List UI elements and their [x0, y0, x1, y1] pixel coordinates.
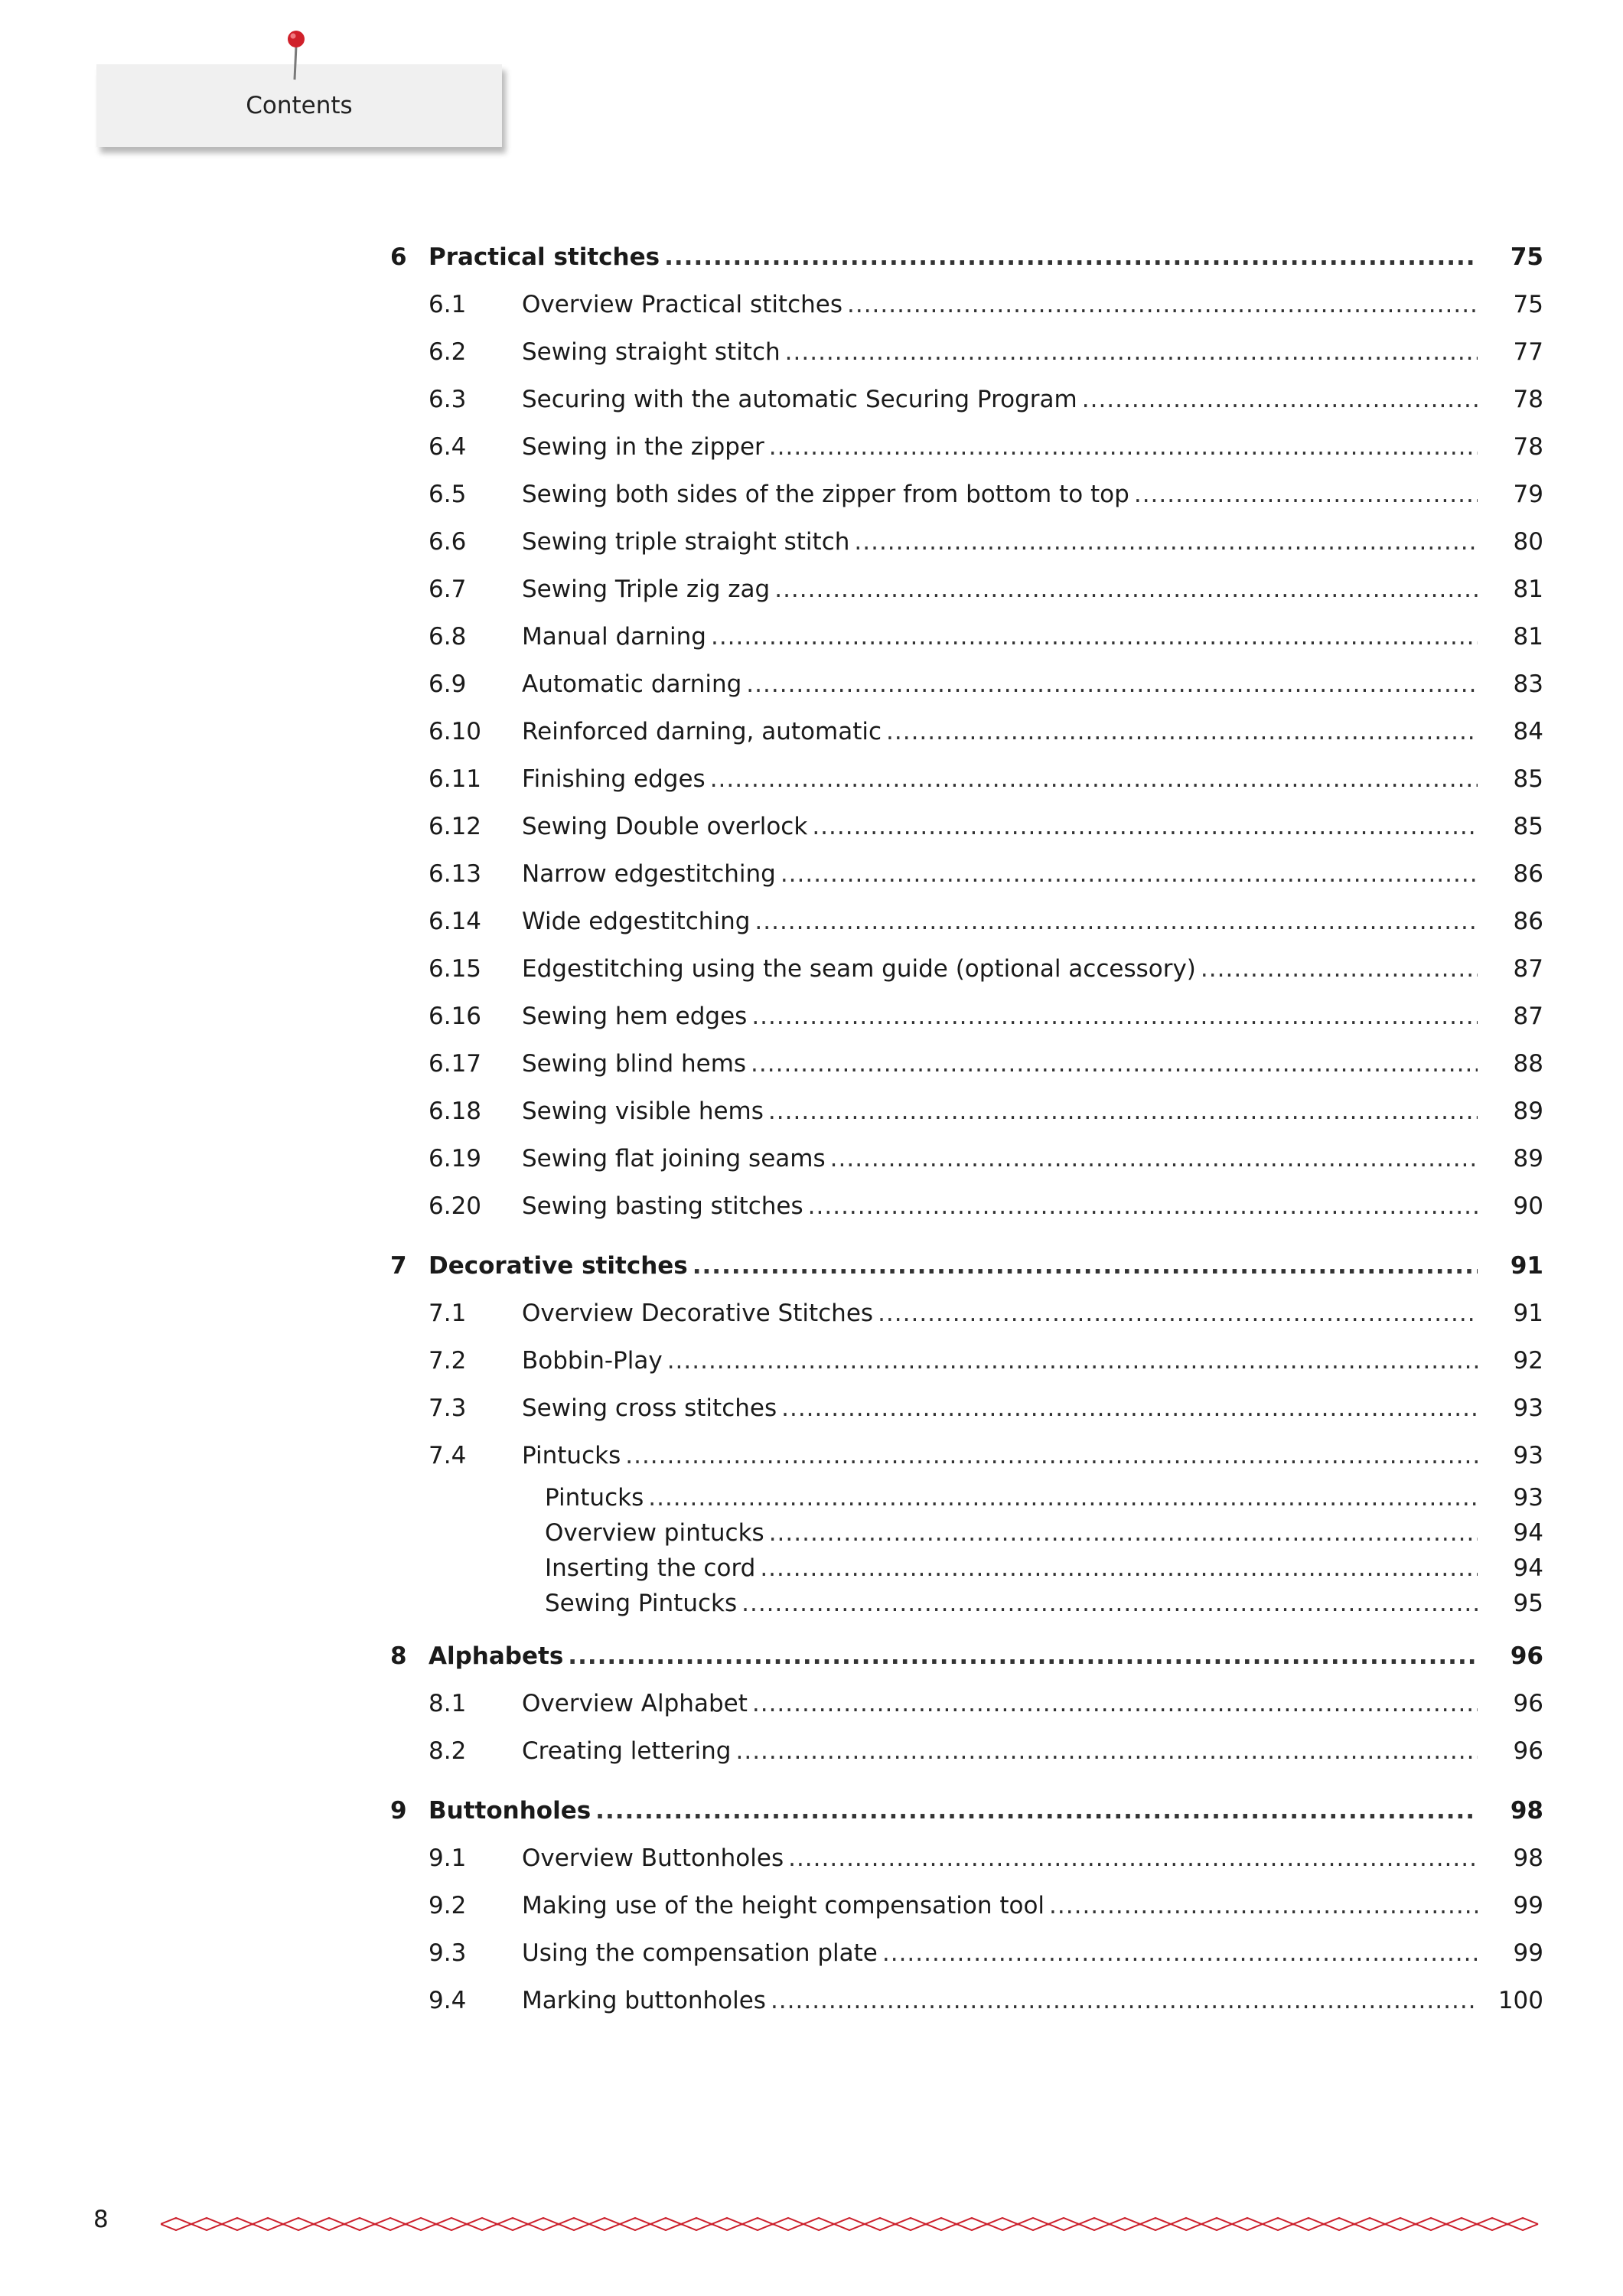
- toc-entry-page: 80: [1513, 528, 1543, 556]
- toc-chapter-entry[interactable]: [390, 234, 1543, 282]
- toc-entry-title: Manual darning: [522, 623, 706, 651]
- toc-entry-title: Overview Practical stitches: [522, 291, 842, 318]
- toc-entry-title: Automatic darning: [522, 670, 742, 698]
- toc-entry-page: 91: [1513, 1300, 1543, 1327]
- toc-entry-page: 93: [1513, 1442, 1543, 1469]
- dot-leader: [711, 621, 1478, 652]
- toc-entry-text: [429, 621, 1482, 652]
- toc-entry-page: 83: [1513, 670, 1543, 698]
- dot-leader: [752, 1688, 1478, 1719]
- toc-entry-page: 87: [1513, 1003, 1543, 1030]
- toc-entry-number: 6.4: [429, 433, 467, 461]
- dot-leader: [664, 242, 1478, 272]
- toc-entry-title: Sewing hem edges: [522, 1003, 748, 1030]
- toc-entry-text: [429, 1393, 1482, 1424]
- toc-section-entry[interactable]: [390, 1728, 1543, 1776]
- toc-entry-text: [429, 1843, 1482, 1874]
- dot-leader: [625, 1440, 1478, 1471]
- toc-entry-title: Overview pintucks: [545, 1519, 764, 1547]
- toc-entry-text: [429, 669, 1482, 700]
- toc-subsection-entry[interactable]: [390, 1515, 1543, 1551]
- toc-section-entry[interactable]: [390, 1088, 1543, 1136]
- toc-entry-title: Securing with the automatic Securing Program: [522, 386, 1077, 413]
- toc-entry-page: 81: [1513, 576, 1543, 603]
- toc-entry-page: 96: [1513, 1690, 1543, 1717]
- toc-entry-number: 6.16: [429, 1003, 482, 1030]
- toc-entry-title: Sewing Triple zig zag: [522, 576, 771, 603]
- toc-entry-title: Sewing blind hems: [522, 1050, 747, 1078]
- toc-entry-text: [429, 574, 1482, 605]
- toc-entry-number: 6.10: [429, 718, 482, 745]
- toc-section-entry[interactable]: [390, 519, 1543, 566]
- toc-entry-text: [429, 906, 1482, 937]
- toc-entry-number: 6.19: [429, 1145, 482, 1172]
- toc-entry-number: 6.5: [429, 481, 467, 508]
- dot-leader: [667, 1345, 1478, 1376]
- toc-entry-text: [429, 527, 1482, 557]
- toc-entry-text: [429, 1049, 1482, 1079]
- toc-subsection-entry[interactable]: [390, 1551, 1543, 1586]
- toc-entry-number: 8: [390, 1642, 407, 1670]
- toc-entry-number: 9: [390, 1797, 407, 1825]
- toc-entry-title: Buttonholes: [429, 1797, 592, 1825]
- toc-entry-page: 88: [1513, 1050, 1543, 1078]
- toc-entry-number: 7.2: [429, 1347, 467, 1375]
- dot-leader: [768, 1096, 1478, 1127]
- toc-entry-text: [429, 716, 1482, 747]
- dot-leader: [854, 527, 1478, 557]
- toc-entry-page: 90: [1513, 1192, 1543, 1220]
- dot-leader: [830, 1143, 1478, 1174]
- toc-entry-number: 6.17: [429, 1050, 482, 1078]
- dot-leader: [693, 1251, 1478, 1281]
- toc-subsection-entry[interactable]: [390, 1480, 1543, 1515]
- toc-entry-title: Sewing flat joining seams: [522, 1145, 826, 1172]
- toc-section-entry[interactable]: [390, 471, 1543, 519]
- toc-entry-number: 6.12: [429, 813, 482, 840]
- dot-leader: [882, 1938, 1478, 1968]
- toc-section-entry[interactable]: [390, 1290, 1543, 1338]
- dot-leader: [781, 859, 1478, 889]
- toc-entry-page: 94: [1513, 1554, 1543, 1582]
- toc-entry-title: Sewing Double overlock: [522, 813, 808, 840]
- toc-section-entry[interactable]: [390, 1385, 1543, 1433]
- toc-entry-title: Practical stitches: [429, 243, 660, 271]
- toc-section-entry[interactable]: [390, 282, 1543, 329]
- dot-leader: [774, 574, 1478, 605]
- toc-entry-text: [429, 432, 1482, 462]
- toc-section-entry[interactable]: [390, 1338, 1543, 1385]
- toc-entry-title: Making use of the height compensation tool: [522, 1892, 1045, 1919]
- toc-entry-page: 79: [1513, 481, 1543, 508]
- dot-leader: [771, 1985, 1478, 2016]
- dot-leader: [754, 906, 1478, 937]
- zigzag-border: [161, 2215, 1543, 2233]
- toc-section-entry[interactable]: [390, 946, 1543, 993]
- toc-entry-title: Sewing triple straight stitch: [522, 528, 850, 556]
- toc-entry-page: 94: [1513, 1519, 1543, 1547]
- toc-entry-page: 93: [1513, 1394, 1543, 1422]
- toc-entry-title: Bobbin-Play: [522, 1347, 663, 1375]
- toc-entry-text: [429, 954, 1482, 984]
- toc-entry-number: 6.15: [429, 955, 482, 983]
- page-number: 8: [93, 2206, 109, 2233]
- toc-entry-title: Edgestitching using the seam guide (optional accessory): [522, 955, 1196, 983]
- dot-leader: [878, 1298, 1478, 1329]
- toc-entry-page: 75: [1513, 291, 1543, 318]
- toc-entry-number: 9.1: [429, 1844, 467, 1872]
- toc-section-entry[interactable]: [390, 377, 1543, 424]
- toc-entry-text: [429, 1001, 1482, 1032]
- toc-entry-number: 9.4: [429, 1987, 467, 2014]
- dot-leader: [595, 1795, 1478, 1826]
- toc-entry-title: Marking buttonholes: [522, 1987, 766, 2014]
- toc-entry-text: [390, 1641, 1482, 1671]
- toc-entry-title: Sewing visible hems: [522, 1097, 764, 1125]
- toc-entry-title: Sewing cross stitches: [522, 1394, 777, 1422]
- dot-leader: [769, 1518, 1478, 1548]
- toc-entry-title: Sewing basting stitches: [522, 1192, 803, 1220]
- toc-subsection-entry[interactable]: [390, 1586, 1543, 1621]
- toc-section-entry[interactable]: [390, 1835, 1543, 1883]
- toc-entry-text: [429, 1298, 1482, 1329]
- toc-section-entry[interactable]: [390, 804, 1543, 851]
- toc-entry-title: Sewing straight stitch: [522, 338, 781, 366]
- toc-entry-number: 8.1: [429, 1690, 467, 1717]
- toc-entry-page: 100: [1498, 1987, 1543, 2014]
- dot-leader: [1134, 479, 1478, 510]
- toc-entry-text: [429, 1096, 1482, 1127]
- toc-section-entry[interactable]: [390, 1681, 1543, 1728]
- toc-entry-title: Sewing in the zipper: [522, 433, 764, 461]
- toc-section-entry[interactable]: [390, 709, 1543, 756]
- toc-entry-page: 75: [1510, 243, 1543, 271]
- dot-leader: [812, 811, 1478, 842]
- toc-entry-title: Creating lettering: [522, 1737, 732, 1765]
- toc-entry-text: [429, 764, 1482, 794]
- dot-leader: [769, 432, 1478, 462]
- toc-chapter-entry[interactable]: [390, 1633, 1543, 1681]
- toc-entry-title: Overview Alphabet: [522, 1690, 748, 1717]
- toc-entry-title: Decorative stitches: [429, 1252, 688, 1280]
- toc-entry-number: 6.8: [429, 623, 467, 651]
- toc-entry-text: [390, 1795, 1482, 1826]
- toc-entry-title: Finishing edges: [522, 765, 706, 793]
- toc-entry-number: 6: [390, 243, 407, 271]
- toc-entry-page: 91: [1510, 1252, 1543, 1280]
- contents-tab-label: Contents: [246, 92, 353, 119]
- dot-leader: [886, 716, 1478, 747]
- toc-entry-page: 99: [1513, 1939, 1543, 1967]
- chapter-gap: [390, 1776, 1543, 1788]
- toc-section-entry[interactable]: [390, 614, 1543, 661]
- dot-leader: [788, 1843, 1478, 1874]
- toc-entry-text: [545, 1553, 1482, 1583]
- toc-entry-number: 7: [390, 1252, 407, 1280]
- toc-section-entry[interactable]: [390, 1930, 1543, 1978]
- toc-entry-page: 95: [1513, 1590, 1543, 1617]
- toc-entry-number: 6.14: [429, 908, 482, 935]
- toc-entry-page: 98: [1510, 1797, 1543, 1825]
- toc-entry-page: 96: [1513, 1737, 1543, 1765]
- toc-entry-text: [429, 811, 1482, 842]
- dot-leader: [735, 1736, 1478, 1766]
- toc-entry-page: 78: [1513, 386, 1543, 413]
- toc-entry-page: 81: [1513, 623, 1543, 651]
- toc-section-entry[interactable]: [390, 1136, 1543, 1183]
- dot-leader: [751, 1001, 1478, 1032]
- toc-entry-text: [390, 242, 1482, 272]
- toc-entry-text: [545, 1588, 1482, 1619]
- toc-section-entry[interactable]: [390, 851, 1543, 899]
- toc-entry-page: 87: [1513, 955, 1543, 983]
- toc-chapter-entry[interactable]: [390, 1788, 1543, 1835]
- toc-entry-number: 6.3: [429, 386, 467, 413]
- toc-entry-title: Reinforced darning, automatic: [522, 718, 882, 745]
- toc-entry-title: Inserting the cord: [545, 1554, 756, 1582]
- toc-chapter-entry[interactable]: [390, 1243, 1543, 1290]
- toc-entry-text: [429, 337, 1482, 367]
- toc-section-entry[interactable]: [390, 899, 1543, 946]
- toc-entry-page: 86: [1513, 860, 1543, 888]
- dot-leader: [808, 1191, 1478, 1221]
- toc-entry-text: [429, 1143, 1482, 1174]
- dot-leader: [1049, 1890, 1478, 1921]
- toc-entry-number: 6.6: [429, 528, 467, 556]
- toc-entry-text: [390, 1251, 1482, 1281]
- toc-section-entry[interactable]: [390, 1041, 1543, 1088]
- toc-entry-page: 92: [1513, 1347, 1543, 1375]
- toc-entry-title: Pintucks: [522, 1442, 621, 1469]
- dot-leader: [1201, 954, 1478, 984]
- toc-entry-number: 6.11: [429, 765, 482, 793]
- toc-section-entry[interactable]: [390, 1883, 1543, 1930]
- toc-entry-number: 9.3: [429, 1939, 467, 1967]
- dot-leader: [746, 669, 1478, 700]
- dot-leader: [751, 1049, 1478, 1079]
- toc-section-entry[interactable]: [390, 424, 1543, 471]
- toc-entry-number: 9.2: [429, 1892, 467, 1919]
- dot-leader: [1082, 384, 1478, 415]
- toc-entry-text: [429, 1736, 1482, 1766]
- toc-entry-text: [429, 1985, 1482, 2016]
- toc-section-entry[interactable]: [390, 329, 1543, 377]
- toc-entry-text: [545, 1482, 1482, 1513]
- toc-entry-number: 6.18: [429, 1097, 482, 1125]
- table-of-contents: [390, 234, 1543, 2025]
- toc-entry-page: 85: [1513, 765, 1543, 793]
- toc-entry-page: 86: [1513, 908, 1543, 935]
- toc-entry-text: [429, 1440, 1482, 1471]
- dot-leader: [568, 1641, 1478, 1671]
- dot-leader: [710, 764, 1478, 794]
- toc-entry-page: 96: [1510, 1642, 1543, 1670]
- toc-entry-text: [429, 289, 1482, 320]
- toc-entry-page: 89: [1513, 1097, 1543, 1125]
- toc-entry-title: Pintucks: [545, 1484, 644, 1512]
- pushpin-icon: [285, 29, 308, 81]
- toc-entry-page: 77: [1513, 338, 1543, 366]
- toc-entry-number: 8.2: [429, 1737, 467, 1765]
- toc-entry-page: 85: [1513, 813, 1543, 840]
- toc-section-entry[interactable]: [390, 1978, 1543, 2025]
- toc-entry-number: 6.7: [429, 576, 467, 603]
- dot-leader: [781, 1393, 1478, 1424]
- toc-entry-number: 7.3: [429, 1394, 467, 1422]
- toc-entry-text: [429, 1191, 1482, 1221]
- toc-entry-text: [545, 1518, 1482, 1548]
- toc-entry-title: Alphabets: [429, 1642, 564, 1670]
- toc-entry-title: Wide edgestitching: [522, 908, 751, 935]
- toc-entry-title: Narrow edgestitching: [522, 860, 776, 888]
- chapter-gap: [390, 1621, 1543, 1633]
- toc-entry-number: 6.2: [429, 338, 467, 366]
- toc-entry-number: 6.13: [429, 860, 482, 888]
- dot-leader: [847, 289, 1478, 320]
- chapter-gap: [390, 1231, 1543, 1243]
- toc-entry-number: 6.20: [429, 1192, 482, 1220]
- toc-section-entry[interactable]: [390, 1433, 1543, 1480]
- toc-section-entry[interactable]: [390, 1183, 1543, 1231]
- toc-entry-text: [429, 1890, 1482, 1921]
- toc-entry-text: [429, 479, 1482, 510]
- toc-entry-number: 6.1: [429, 291, 467, 318]
- toc-entry-title: Using the compensation plate: [522, 1939, 878, 1967]
- dot-leader: [760, 1553, 1478, 1583]
- toc-entry-title: Sewing both sides of the zipper from bottom to top: [522, 481, 1129, 508]
- toc-section-entry[interactable]: [390, 756, 1543, 804]
- toc-entry-page: 84: [1513, 718, 1543, 745]
- toc-section-entry[interactable]: [390, 566, 1543, 614]
- toc-entry-page: 99: [1513, 1892, 1543, 1919]
- toc-entry-page: 78: [1513, 433, 1543, 461]
- toc-entry-number: 6.9: [429, 670, 467, 698]
- toc-entry-title: Sewing Pintucks: [545, 1590, 738, 1617]
- toc-entry-number: 7.1: [429, 1300, 467, 1327]
- toc-entry-text: [429, 1345, 1482, 1376]
- toc-entry-page: 98: [1513, 1844, 1543, 1872]
- dot-leader: [741, 1588, 1478, 1619]
- toc-entry-title: Overview Buttonholes: [522, 1844, 784, 1872]
- toc-entry-number: 7.4: [429, 1442, 467, 1469]
- toc-section-entry[interactable]: [390, 661, 1543, 709]
- toc-section-entry[interactable]: [390, 993, 1543, 1041]
- toc-entry-title: Overview Decorative Stitches: [522, 1300, 874, 1327]
- dot-leader: [648, 1482, 1478, 1513]
- toc-entry-text: [429, 1688, 1482, 1719]
- toc-entry-text: [429, 384, 1482, 415]
- toc-entry-page: 89: [1513, 1145, 1543, 1172]
- toc-entry-page: 93: [1513, 1484, 1543, 1512]
- toc-entry-text: [429, 1938, 1482, 1968]
- dot-leader: [785, 337, 1478, 367]
- toc-entry-text: [429, 859, 1482, 889]
